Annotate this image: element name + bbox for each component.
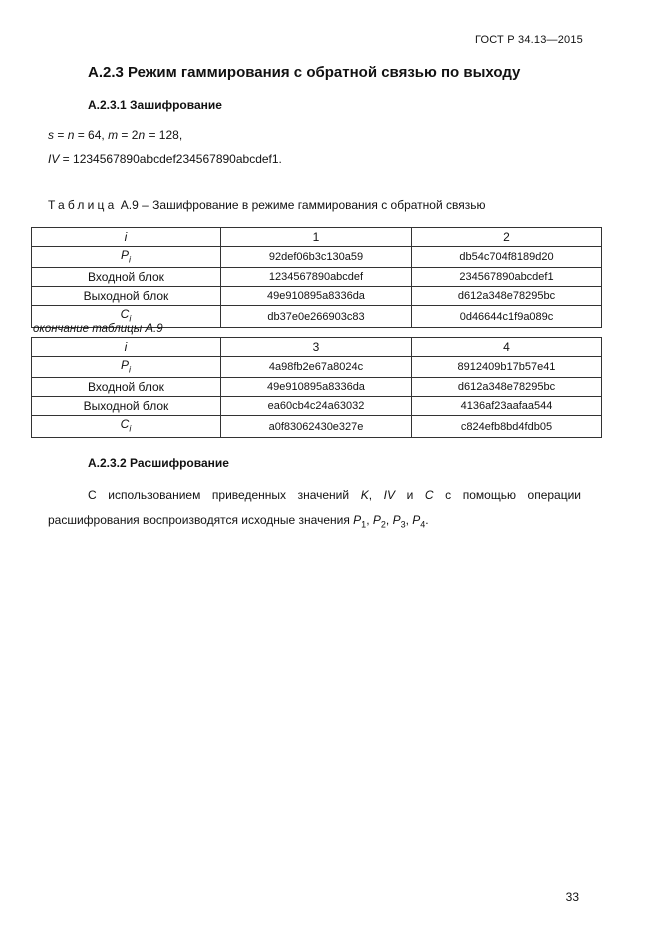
row-label (32, 416, 221, 437)
header-cell: 4 (412, 338, 602, 357)
header-cell: i (32, 228, 221, 247)
header-cell: 3 (221, 338, 412, 357)
iv-line (48, 152, 282, 166)
text: , (366, 513, 373, 527)
var-m: m (108, 128, 119, 142)
table-a9-part2 (31, 337, 602, 438)
table-cell: c824efb8bd4fdb05 (412, 416, 602, 437)
section-title: А.2.3 Режим гаммирования с обратной связью по выходу (88, 64, 521, 81)
subscript: i (129, 364, 131, 375)
var-p: P (412, 513, 421, 527)
var-iv: IV (383, 488, 395, 502)
subscript: 2 (380, 519, 386, 530)
decryption-paragraph (48, 483, 581, 537)
table-row (32, 247, 602, 268)
var-s: s (48, 128, 54, 142)
text: с помощью операции (433, 488, 582, 502)
table-cell: 92def06b3c130a59 (221, 247, 412, 268)
var-n: n (67, 128, 75, 142)
var-p: P (120, 248, 129, 262)
subsection-title-encryption: А.2.3.1 Зашифрование (88, 98, 222, 112)
text: , (385, 513, 393, 527)
text: расшифрования воспроизводятся исходные значения (48, 513, 354, 527)
table-cell: db54c704f8189d20 (412, 247, 602, 268)
var-c: C (120, 307, 130, 322)
table-row (32, 287, 602, 306)
row-label: Входной блок (32, 378, 221, 397)
table-continuation-label: окончание таблицы А.9 (33, 323, 163, 335)
row-label: Выходной блок (32, 287, 221, 306)
header-cell: i (32, 338, 221, 357)
caption-text: – Зашифрование в режиме гаммирования с обратной связью (138, 198, 486, 212)
table-row (32, 416, 602, 437)
text: , (368, 488, 384, 502)
paragraph-line (48, 508, 581, 537)
table-header-row (32, 228, 602, 247)
subscript: i (129, 254, 131, 265)
text: = 64, (74, 128, 109, 142)
text: С использованием приведенных значений (88, 488, 361, 502)
text: . (425, 513, 429, 527)
standard-number: ГОСТ Р 34.13—2015 (474, 34, 583, 46)
row-label: Входной блок (32, 268, 221, 287)
table-cell: 49e910895a8336da (221, 378, 412, 397)
var-c: C (424, 488, 434, 502)
var-iv: IV (48, 152, 60, 166)
var-k: K (360, 488, 369, 502)
row-label (32, 247, 221, 268)
table-cell: db37e0e266903c83 (221, 306, 412, 327)
table-cell: 4a98fb2e67a8024c (221, 357, 412, 378)
caption-number: А.9 (117, 198, 139, 212)
row-label (32, 357, 221, 378)
header-cell: 1 (221, 228, 412, 247)
paragraph-line (48, 483, 581, 508)
table-cell: 0d46644c1f9a089c (412, 306, 602, 327)
table-row (32, 397, 602, 416)
header-cell: 2 (412, 228, 602, 247)
table-cell: ea60cb4c24a63032 (221, 397, 412, 416)
var-p: P (120, 358, 129, 372)
table-cell: d612a348e78295bc (412, 378, 602, 397)
text: и (394, 488, 425, 502)
subscript: i (129, 313, 132, 324)
text: = 2 (118, 128, 139, 142)
table-header-row (32, 338, 602, 357)
var-p: P (392, 513, 401, 527)
row-label: Выходной блок (32, 397, 221, 416)
caption-label: Таблица (48, 198, 118, 212)
var-c: C (120, 417, 130, 432)
subscript: 3 (400, 519, 406, 530)
var-p: P (353, 513, 362, 527)
table-cell: d612a348e78295bc (412, 287, 602, 306)
text: , (405, 513, 413, 527)
table-cell: 49e910895a8336da (221, 287, 412, 306)
var-n: n (138, 128, 146, 142)
table-row (32, 268, 602, 287)
table-cell: 234567890abcdef1 (412, 268, 602, 287)
table-cell: 1234567890abcdef (221, 268, 412, 287)
page-number: 33 (565, 890, 579, 904)
table-cell: 4136af23aafaa544 (412, 397, 602, 416)
table-caption (48, 198, 486, 212)
iv-value: = 1234567890abcdef234567890abcdef1. (59, 152, 282, 166)
subsection-title-decryption: А.2.3.2 Расшифрование (88, 456, 229, 470)
var-p: P (372, 513, 381, 527)
table-row (32, 378, 602, 397)
table-cell: a0f83062430e327e (221, 416, 412, 437)
table-a9-part1 (31, 227, 602, 328)
text: = 128, (145, 128, 183, 142)
params-line (48, 128, 182, 142)
text: = (54, 128, 68, 142)
subscript: i (129, 423, 132, 434)
subscript: 1 (361, 519, 367, 530)
subscript: 4 (420, 519, 426, 530)
table-cell: 8912409b17b57e41 (412, 357, 602, 378)
table-row (32, 357, 602, 378)
